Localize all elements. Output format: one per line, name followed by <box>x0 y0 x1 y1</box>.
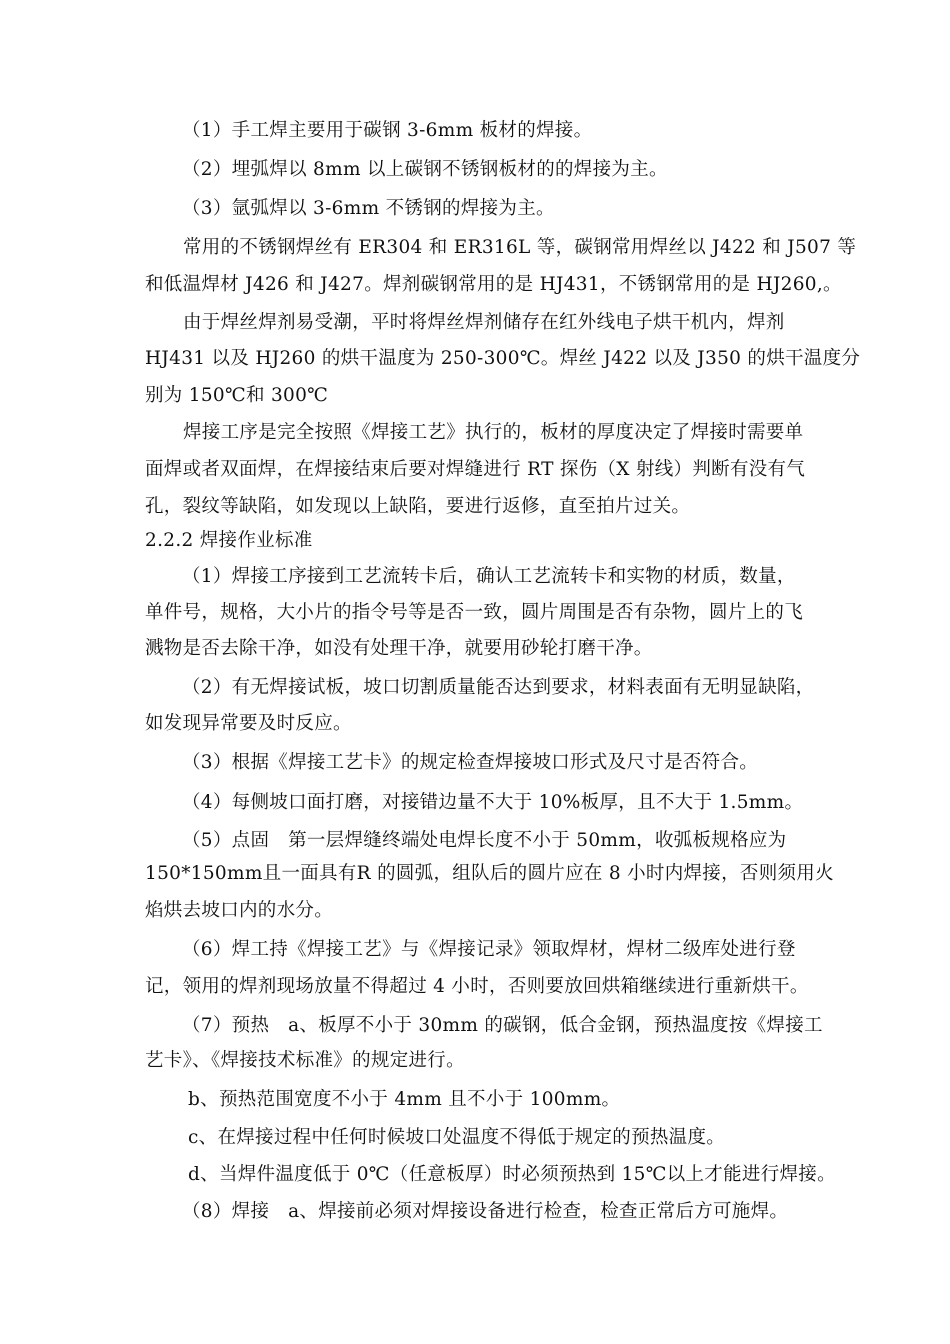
paragraph-line: 由于焊丝焊剂易受潮，平时将焊丝焊剂储存在红外线电子烘干机内，焊剂 <box>183 312 785 333</box>
paragraph-line: 150*150mm且一面具有R 的圆弧，组队后的圆片应在 8 小时内焊接，否则须用火 <box>145 863 834 884</box>
paragraph-line: c、在焊接过程中任何时候坡口处温度不得低于规定的预热温度。 <box>188 1127 726 1148</box>
paragraph-line: （3）根据《焊接工艺卡》的规定检查焊接坡口形式及尺寸是否符合。 <box>182 752 759 773</box>
paragraph-line: （2）埋弧焊以 8mm 以上碳钢不锈钢板材的的焊接为主。 <box>182 159 668 180</box>
paragraph-line: 别为 150℃和 300℃ <box>145 385 329 406</box>
paragraph-line: 和低温焊材 J426 和 J427。焊剂碳钢常用的是 HJ431，不锈钢常用的是 HJ260,。 <box>145 274 842 295</box>
paragraph-line: （6）焊工持《焊接工艺》与《焊接记录》领取焊材，焊材二级库处进行登 <box>182 939 796 960</box>
paragraph-line: 面焊或者双面焊，在焊接结束后要对焊缝进行 RT 探伤（X 射线）判断有没有气 <box>145 459 806 480</box>
paragraph-line: 孔，裂纹等缺陷，如发现以上缺陷，要进行返修，直至拍片过关。 <box>145 496 691 517</box>
paragraph-line: 如发现异常要及时反应。 <box>145 713 352 734</box>
paragraph-line: （1）焊接工序接到工艺流转卡后，确认工艺流转卡和实物的材质，数量， <box>182 566 796 587</box>
paragraph-line: （1）手工焊主要用于碳钢 3-6mm 板材的焊接。 <box>182 120 593 141</box>
paragraph-line: （5）点固 第一层焊缝终端处电焊长度不小于 50mm，收弧板规格应为 <box>182 830 787 851</box>
paragraph-line: HJ431 以及 HJ260 的烘干温度为 250-300℃。焊丝 J422 以及 J350 的烘干温度分 <box>145 348 861 369</box>
paragraph-line: （4）每侧坡口面打磨，对接错边量不大于 10%板厚，且不大于 1.5mm。 <box>182 792 804 813</box>
section-heading: 2.2.2 焊接作业标准 <box>145 530 313 551</box>
paragraph-line: 单件号，规格，大小片的指令号等是否一致，圆片周围是否有杂物，圆片上的飞 <box>145 602 804 623</box>
paragraph-line: （2）有无焊接试板，坡口切割质量能否达到要求，材料表面有无明显缺陷， <box>182 677 815 698</box>
paragraph-line: （7）预热 a、板厚不小于 30mm 的碳钢，低合金钢，预热温度按《焊接工 <box>182 1015 823 1036</box>
paragraph-line: b、预热范围宽度不小于 4mm 且不小于 100mm。 <box>188 1089 621 1110</box>
paragraph-line: 焊接工序是完全按照《焊接工艺》执行的，板材的厚度决定了焊接时需要单 <box>183 422 804 443</box>
paragraph-line: 常用的不锈钢焊丝有 ER304 和 ER316L 等，碳钢常用焊丝以 J422 和 J507 等 <box>183 237 857 258</box>
paragraph-line: 焰烘去坡口内的水分。 <box>145 900 334 921</box>
paragraph-line: 记，领用的焊剂现场放量不得超过 4 小时，否则要放回烘箱继续进行重新烘干。 <box>145 976 809 997</box>
paragraph-line: 艺卡》、《焊接技术标准》的规定进行。 <box>145 1050 465 1071</box>
paragraph-line: d、当焊件温度低于 0℃（任意板厚）时必须预热到 15℃以上才能进行焊接。 <box>188 1164 836 1185</box>
paragraph-line: 溅物是否去除干净，如没有处理干净，就要用砂轮打磨干净。 <box>145 638 653 659</box>
paragraph-line: （8）焊接 a、焊接前必须对焊接设备进行检查，检查正常后方可施焊。 <box>182 1201 789 1222</box>
paragraph-line: （3）氩弧焊以 3-6mm 不锈钢的焊接为主。 <box>182 198 555 219</box>
